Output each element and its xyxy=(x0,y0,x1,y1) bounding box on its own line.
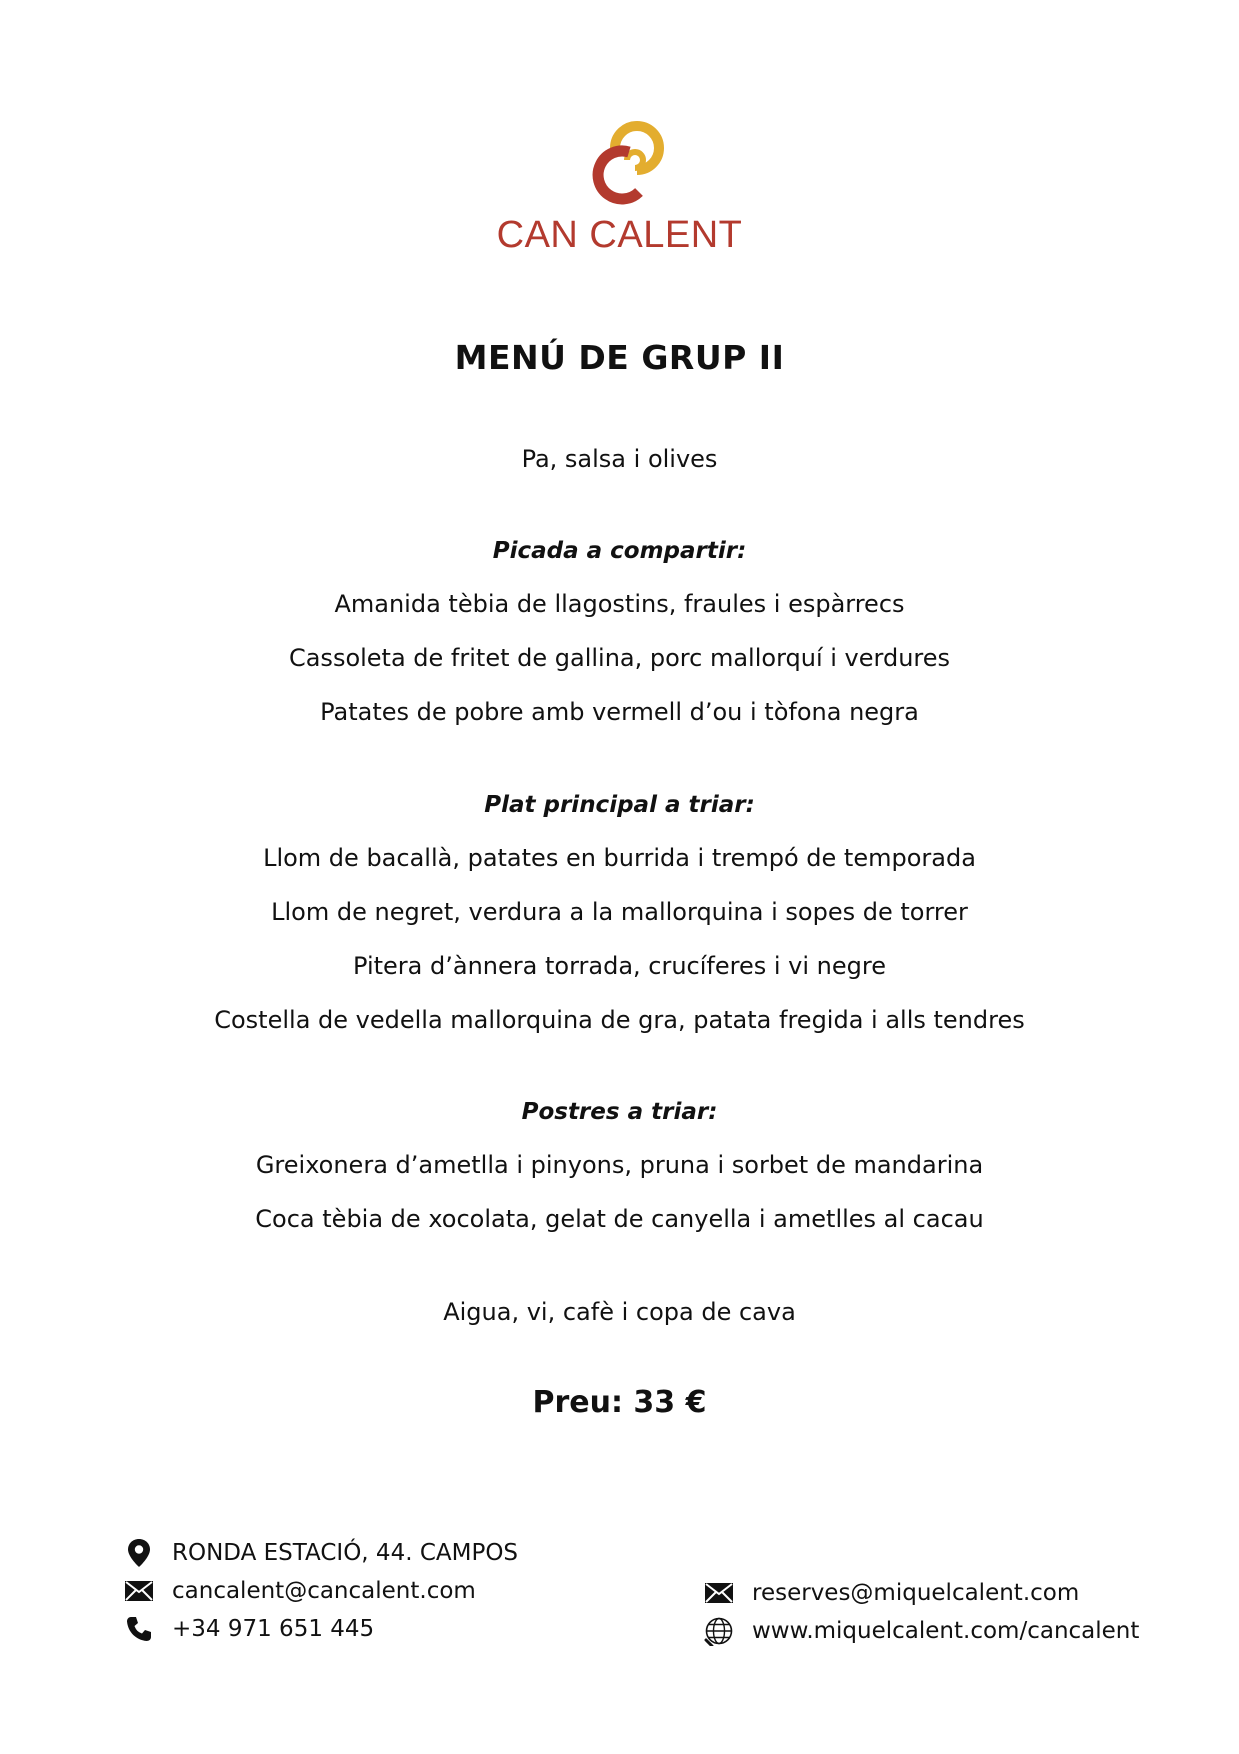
menu-item: Costella de vedella mallorquina de gra, patata fregida i alls tendres xyxy=(214,1006,1025,1034)
website-link[interactable]: www.miquelcalent.com/cancalent xyxy=(752,1618,1140,1644)
email-link[interactable]: cancalent@cancalent.com xyxy=(172,1578,476,1604)
brand-logo xyxy=(0,120,1239,257)
menu-item: Cassoleta de fritet de gallina, porc mallorquí i verdures xyxy=(288,644,951,672)
footer-website[interactable] xyxy=(704,1616,1139,1646)
menu-item: Pitera d’ànnera torrada, crucíferes i vi negre xyxy=(353,952,886,980)
footer-email[interactable] xyxy=(124,1576,476,1606)
footer-phone[interactable] xyxy=(124,1614,374,1644)
address-text: RONDA ESTACIÓ, 44. CAMPOS xyxy=(172,1540,519,1566)
section-heading-main: Plat principal a triar: xyxy=(484,792,755,818)
menu-price: Preu: 33 € xyxy=(532,1385,707,1420)
can-calent-logo-icon xyxy=(575,120,665,210)
menu-item: Llom de bacallà, patates en burrida i trempó de temporada xyxy=(263,844,976,872)
menu-intro: Pa, salsa i olives xyxy=(521,445,718,473)
menu-item: Llom de negret, verdura a la mallorquina i sopes de torrer xyxy=(271,898,968,926)
footer-reservations[interactable] xyxy=(704,1578,1079,1608)
reservations-email-link[interactable]: reserves@miquelcalent.com xyxy=(752,1580,1080,1606)
menu-item: Patates de pobre amb vermell d’ou i tòfona negra xyxy=(320,698,919,726)
section-heading-shared: Picada a compartir: xyxy=(492,538,747,564)
section-heading-desserts: Postres a triar: xyxy=(521,1099,718,1125)
location-pin-icon xyxy=(124,1538,154,1568)
phone-icon xyxy=(124,1614,154,1644)
globe-icon xyxy=(704,1616,734,1646)
menu-item: Amanida tèbia de llagostins, fraules i espàrrecs xyxy=(334,590,905,618)
brand-name: CAN CALENT xyxy=(496,214,743,256)
menu-item: Coca tèbia de xocolata, gelat de canyella i ametlles al cacau xyxy=(255,1205,984,1233)
menu-title: MENÚ DE GRUP II xyxy=(454,338,785,377)
envelope-icon xyxy=(704,1578,734,1608)
footer-address xyxy=(124,1538,518,1568)
envelope-icon xyxy=(124,1576,154,1606)
phone-number[interactable]: +34 971 651 445 xyxy=(172,1616,375,1642)
menu-item: Greixonera d’ametlla i pinyons, pruna i sorbet de mandarina xyxy=(255,1151,984,1179)
menu-drinks: Aigua, vi, cafè i copa de cava xyxy=(443,1298,796,1326)
